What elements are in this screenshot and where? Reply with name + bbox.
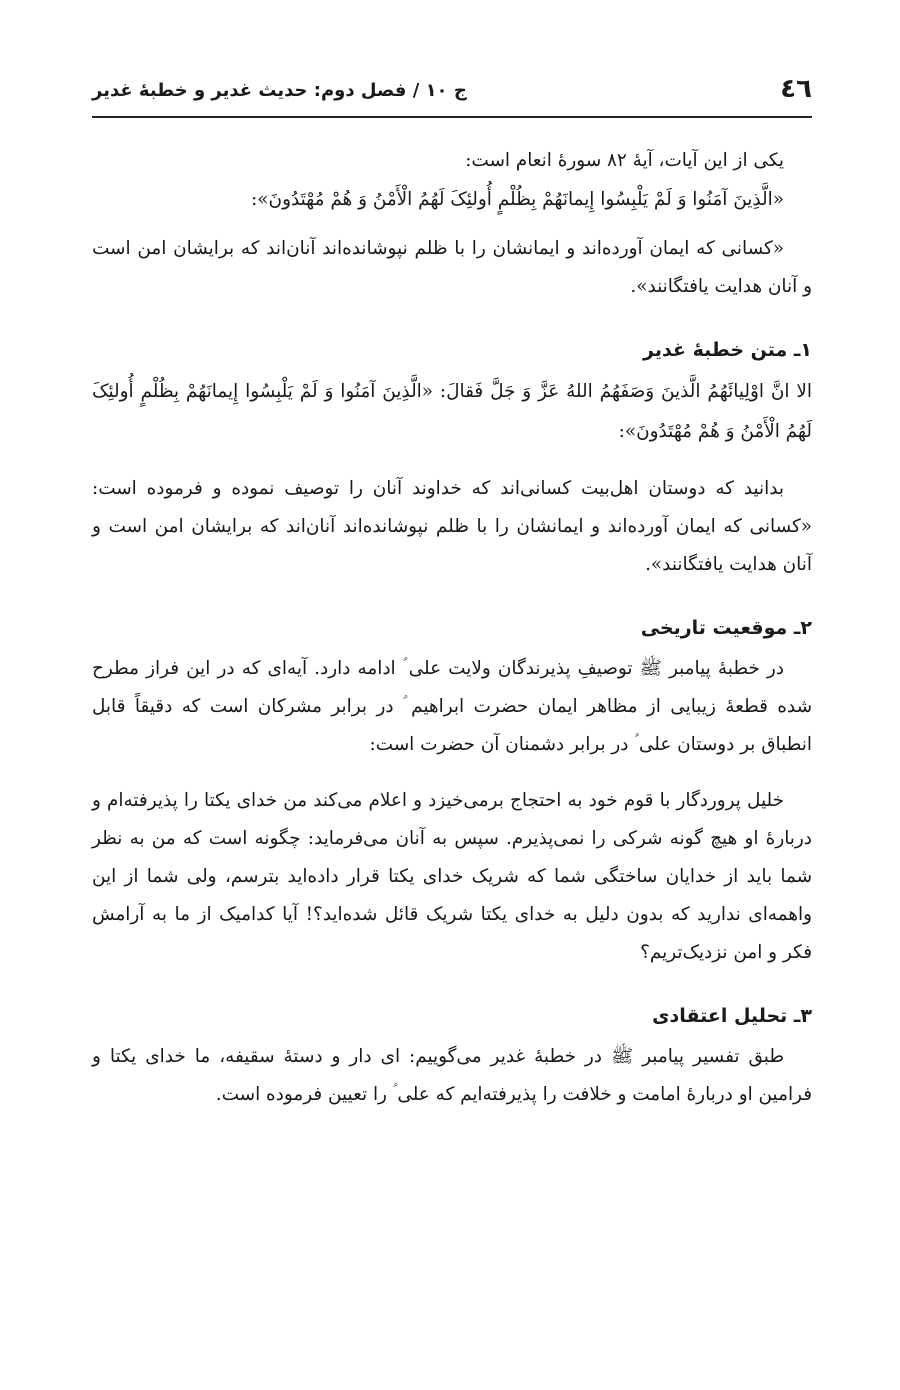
body-paragraph: خلیل پروردگار با قوم خود به احتجاج برمی‌خیزد و اعلام می‌کند من خدای یکتا را پذیرفته‌ام و دربارهٔ او هیچ گونه شرکی را نمی‌پذیرم. سپس به آنان می‌فرماید: چگونه است که من به نظر شما باید از خدایان ساختگی شما که شریک خدای یکتا قرار داده‌اید بترسم، ولی شما از این واهمه‌ای ندارید که بدون دلیل به خدای یکتا شریک قائل شده‌اید؟! آیا کدامیک از ما به آرامش فکر و امن نزدیک‌تریم؟	[92, 790, 812, 963]
page-header	[92, 70, 812, 118]
page-content	[92, 142, 812, 1114]
page-number: ٤٦	[780, 74, 812, 104]
body-paragraph: بدانید که دوستان اهل‌بیت کسانی‌اند که خداوند آنان را توصیف نموده و فرموده است: «کسانی که ایمان آورده‌اند و ایمانشان را با ظلم نپوشانده‌اند آنان‌اند که برایشان امن است و آنان هدایت یافتگانند».	[92, 478, 812, 575]
running-title: ج ۱۰ / فصل دوم: حدیث غدیر و خطبهٔ غدیر	[92, 80, 467, 101]
section-heading: ۳ـ تحلیل اعتقادی	[652, 1005, 812, 1027]
section-heading: ۲ـ موقعیت تاریخی	[640, 617, 812, 639]
section-heading: ۱ـ متن خطبهٔ غدیر	[643, 339, 812, 361]
verse-translation: «کسانی که ایمان آورده‌اند و ایمانشان را با ظلم نپوشانده‌اند آنان‌اند که برایشان امن است و آنان هدایت یافتگانند».	[92, 238, 812, 297]
intro-paragraph: یکی از این آیات، آیهٔ ۸۲ سورهٔ انعام است:	[465, 150, 784, 171]
sermon-quote: الا انَّ اوْلِیائَهُمُ الَّذینَ وَصَفَهُمُ اللهُ عَزَّ وَ جَلَّ فَقالَ: «الَّذِینَ آمَنُوا وَ لَمْ یَلْبِسُوا إِیمانَهُمْ بِظُلْمٍ أُولئِکَ لَهُمُ الْأَمْنُ وَ هُمْ مُهْتَدُونَ»:	[92, 381, 812, 442]
verse-text: «الَّذِینَ آمَنُوا وَ لَمْ یَلْبِسُوا إِیمانَهُمْ بِظُلْمٍ أُولئِکَ لَهُمُ الْأَمْنُ وَ هُمْ مُهْتَدُونَ»:	[251, 189, 784, 210]
body-paragraph: طبق تفسیر پیامبر ﷺ در خطبهٔ غدیر می‌گوییم: ای دار و دستهٔ سقیفه، ما خدای یکتا و فرامین او دربارهٔ امامت و خلافت را پذیرفته‌ایم که علی ؑ را تعیین فرموده است.	[92, 1046, 812, 1105]
body-paragraph: در خطبهٔ پیامبر ﷺ توصیفِ پذیرندگان ولایت علی ؑ ادامه دارد. آیه‌ای که در این فراز مطرح شده قطعهٔ زیبایی از مظاهر ایمان حضرت ابراهیم ؑ در برابر مشرکان است که دقیقاً قابل انطباق بر دوستان علی ؑ در برابر دشمنان آن حضرت است:	[92, 658, 812, 755]
